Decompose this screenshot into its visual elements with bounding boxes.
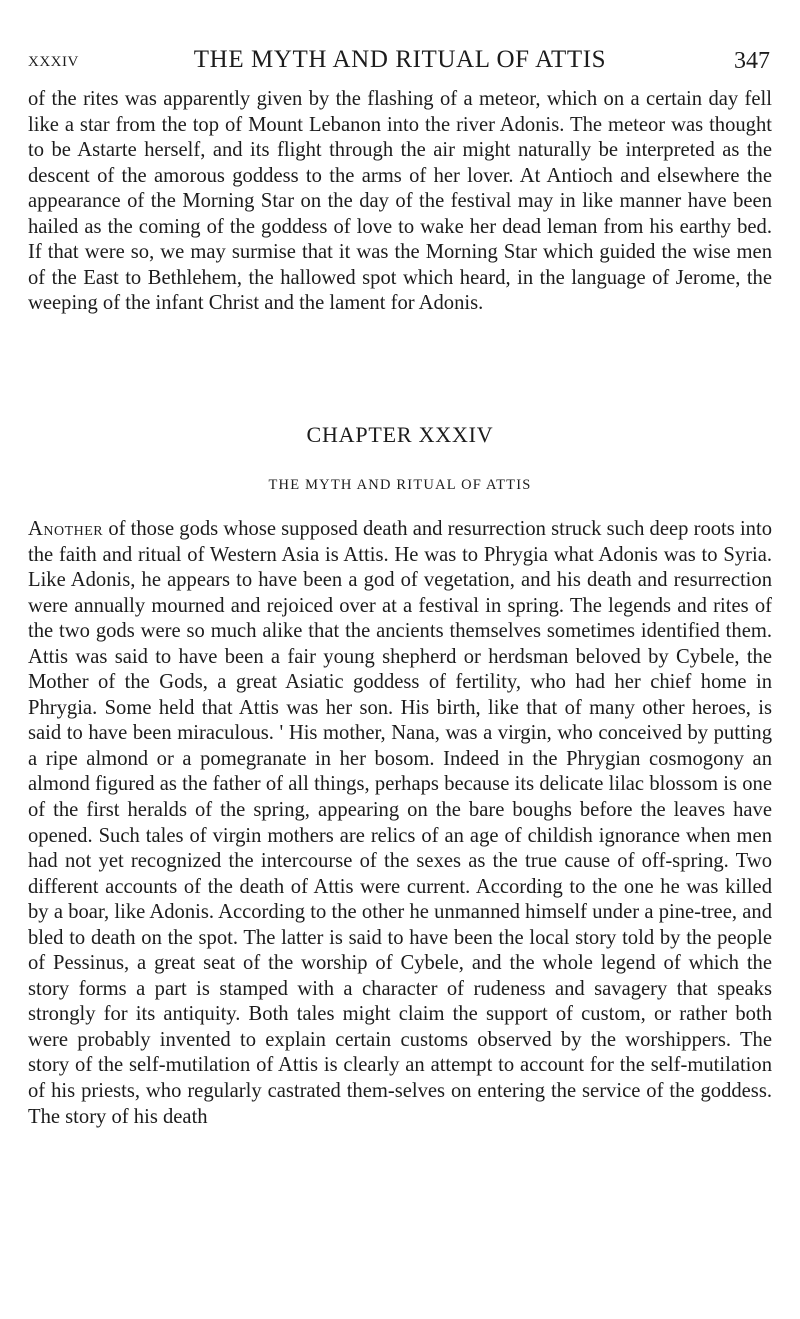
page-number: 347 [734,48,770,74]
running-head-chapter-number: xxxiv [28,46,79,71]
chapter-subheading: THE MYTH AND RITUAL OF ATTIS [268,477,532,493]
opening-word: Another [28,518,104,540]
chapter-opening-paragraph [28,517,772,1130]
running-head [0,46,800,80]
opening-paragraph-text: of those gods whose supposed death and resurrection struck such deep roots into the faith and ritual of Western Asia is Attis. He was to Phrygia what Adonis was to Syria. Like Adonis, he appears to have been a god of vegetation, and his death and resurrection were annually mourned and rejoiced over at a festival in spring. The legends and rites of the two gods were so much alike that the ancients themselves sometimes identified them. Attis was said to have been a fair young shepherd or herdsman beloved by Cybele, the Mother of the Gods, a great Asiatic goddess of fertility, who had her chief home in Phrygia. Some held that Attis was her son. His birth, like that of many other heroes, is said to have been miraculous. ' His mother, Nana, was a virgin, who conceived by putting a ripe almond or a pomegranate in her bosom. Indeed in the Phrygian cosmogony an almond figured as the father of all things, perhaps because its delicate lilac blossom is one of the first heralds of the spring, appearing on the bare boughs before the leaves have opened. Such tales of virgin mothers are relics of an age of childish ignorance when men had not yet recognized the intercourse of the sexes as the true cause of off-spring. Two different accounts of the death of Attis were current. According to the one he was killed by a boar, like Adonis. According to the other he unmanned himself under a pine-tree, and bled to death on the spot. The latter is said to have been the local story told by the people of Pessinus, a great seat of the worship of Cybele, and the whole legend of which the story forms a part is stamped with a character of rudeness and savagery that speaks strongly for its antiquity. Both tales might claim the support of custom, or rather both were probably invented to explain certain customs observed by the worshippers. The story of the self-mutilation of Attis is clearly an attempt to account for the self-mutilation of his priests, who regularly castrated them-selves on entering the service of the goddess. The story of his death [28,518,772,1128]
running-head-title: THE MYTH AND RITUAL OF ATTIS [193,46,607,73]
chapter-heading: CHAPTER XXXIV [306,422,494,447]
continued-paragraph: of the rites was apparently given by the flashing of a meteor, which on a certain day fell like a star from the top of Mount Lebanon into the river Adonis. The meteor was thought to be Astarte herself, and its flight through the air might naturally be interpreted as the descent of the amorous goddess to the arms of her lover. At Antioch and elsewhere the appearance of the Morning Star on the day of the festival may in like manner have been hailed as the coming of the goddess of love to wake her dead leman from his earthy bed. If that were so, we may surmise that it was the Morning Star which guided the wise men of the East to Bethlehem, the hallowed spot which heard, in the language of Jerome, the weeping of the infant Christ and the lament for Adonis. [28,88,772,315]
